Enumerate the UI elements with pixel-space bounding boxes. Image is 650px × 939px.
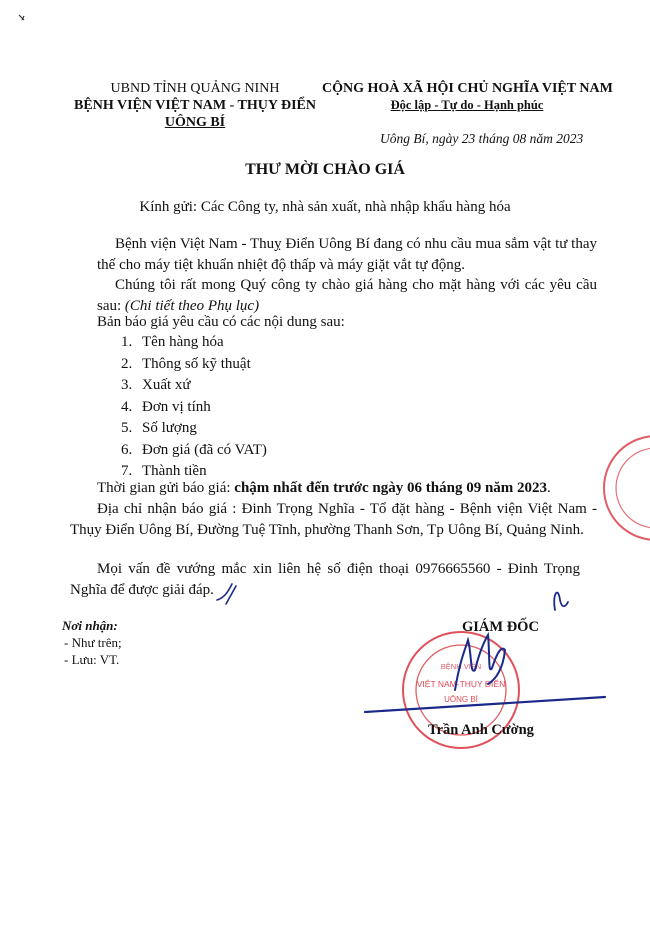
list-item xyxy=(121,354,267,376)
appendix-note: (Chi tiết theo Phụ lục) xyxy=(124,298,260,314)
recipient-item: - Như trên; xyxy=(64,635,122,650)
address-paragraph xyxy=(70,499,597,541)
deadline-date: chậm nhất đến trước ngày 06 tháng 09 năm 2023 xyxy=(234,480,548,496)
national-motto: Độc lập - Tự do - Hạnh phúc xyxy=(390,98,544,112)
list-item-text: Thành tiền xyxy=(142,463,207,479)
list-item-text: Đơn vị tính xyxy=(142,398,211,415)
national-title: CỘNG HOÀ XÃ HỘI CHỦ NGHĨA VIỆT NAM xyxy=(322,81,613,96)
signatory-name: Trần Anh Cường xyxy=(428,722,534,738)
list-item xyxy=(121,418,267,440)
list-item xyxy=(121,375,267,397)
deadline-prefix: Thời gian gửi báo giá: xyxy=(97,480,235,496)
list-item-number: 1. xyxy=(121,334,133,350)
deadline-suffix: . xyxy=(547,480,551,496)
paragraph-content-intro xyxy=(97,312,597,333)
paragraph-request xyxy=(97,275,597,317)
greeting: Kính gửi: Các Công ty, nhà sản xuất, nhà nhập khẩu hàng hóa xyxy=(139,199,511,215)
issuer-hospital: BỆNH VIỆN VIỆT NAM - THỤY ĐIỂN xyxy=(74,98,316,113)
seal-bottom-text: UÔNG BÍ xyxy=(444,695,478,704)
list-item-text: Số lượng xyxy=(142,420,197,436)
list-item-number: 6. xyxy=(121,441,133,458)
issuer-block xyxy=(70,80,320,131)
deadline-line xyxy=(97,478,597,499)
list-item-number: 5. xyxy=(121,420,133,436)
paragraph-purpose xyxy=(97,234,597,276)
date-line: Uông Bí, ngày 23 tháng 08 năm 2023 xyxy=(380,131,584,146)
issuer-location: UÔNG BÍ xyxy=(164,115,226,130)
national-header xyxy=(322,80,612,114)
list-item xyxy=(121,397,267,419)
list-item-number: 4. xyxy=(121,398,133,415)
list-item xyxy=(121,332,267,354)
signatory-title: GIÁM ĐỐC xyxy=(462,619,539,635)
list-item-number: 2. xyxy=(121,355,133,372)
list-item-text: Đơn giá (đã có VAT) xyxy=(142,441,267,458)
issuer-authority: UBND TỈNH QUẢNG NINH xyxy=(110,81,280,96)
paragraph-request-text: Chúng tôi rất mong Quý công ty chào giá hàng cho mặt hàng với các yêu cầu sau: xyxy=(97,277,597,314)
recipient-item: - Lưu: VT. xyxy=(64,652,120,667)
list-item xyxy=(121,440,267,462)
paragraph-purpose-text: Bệnh viện Việt Nam - Thuỵ Điển Uông Bí đang có nhu cầu mua sắm vật tư thay thế cho máy tiệt khuẩn nhiệt độ thấp và máy giặt vắt tự động. xyxy=(97,236,597,273)
handwritten-signature xyxy=(360,580,620,740)
seal-top-text: BỆNH VIỆN xyxy=(440,662,482,671)
list-item-text: Thông số kỹ thuật xyxy=(142,355,251,372)
requirements-list xyxy=(121,332,267,483)
scan-mark-icon xyxy=(18,14,26,22)
list-item-text: Tên hàng hóa xyxy=(142,334,224,350)
address-text: Địa chỉ nhận báo giá : Đinh Trọng Nghĩa - Tổ đặt hàng - Bệnh viện Việt Nam - Thụy Điển Uông Bí, Đường Tuệ Tĩnh, phường Thanh Sơn, Tp Uông Bí, Quảng Ninh. xyxy=(70,501,597,538)
recipients-heading: Nơi nhận: xyxy=(62,618,118,633)
list-item-number: 3. xyxy=(121,377,133,393)
contact-text: Mọi vấn đề vướng mắc xin liên hệ số điện thoại 0976665560 - Đinh Trọng Nghĩa để được giải đáp. xyxy=(70,561,580,598)
document-title: THƯ MỜI CHÀO GIÁ xyxy=(245,161,405,178)
list-item-number: 7. xyxy=(121,463,133,479)
list-item-text: Xuất xứ xyxy=(142,377,191,393)
paragraph-content-intro-text: Bản báo giá yêu cầu có các nội dung sau: xyxy=(97,314,345,330)
seal-inner-text: VIỆT NAM-THỤY ĐIỂN xyxy=(416,679,506,689)
page-seal xyxy=(598,428,650,548)
initial-mark xyxy=(214,580,244,608)
recipients-block xyxy=(62,617,122,668)
